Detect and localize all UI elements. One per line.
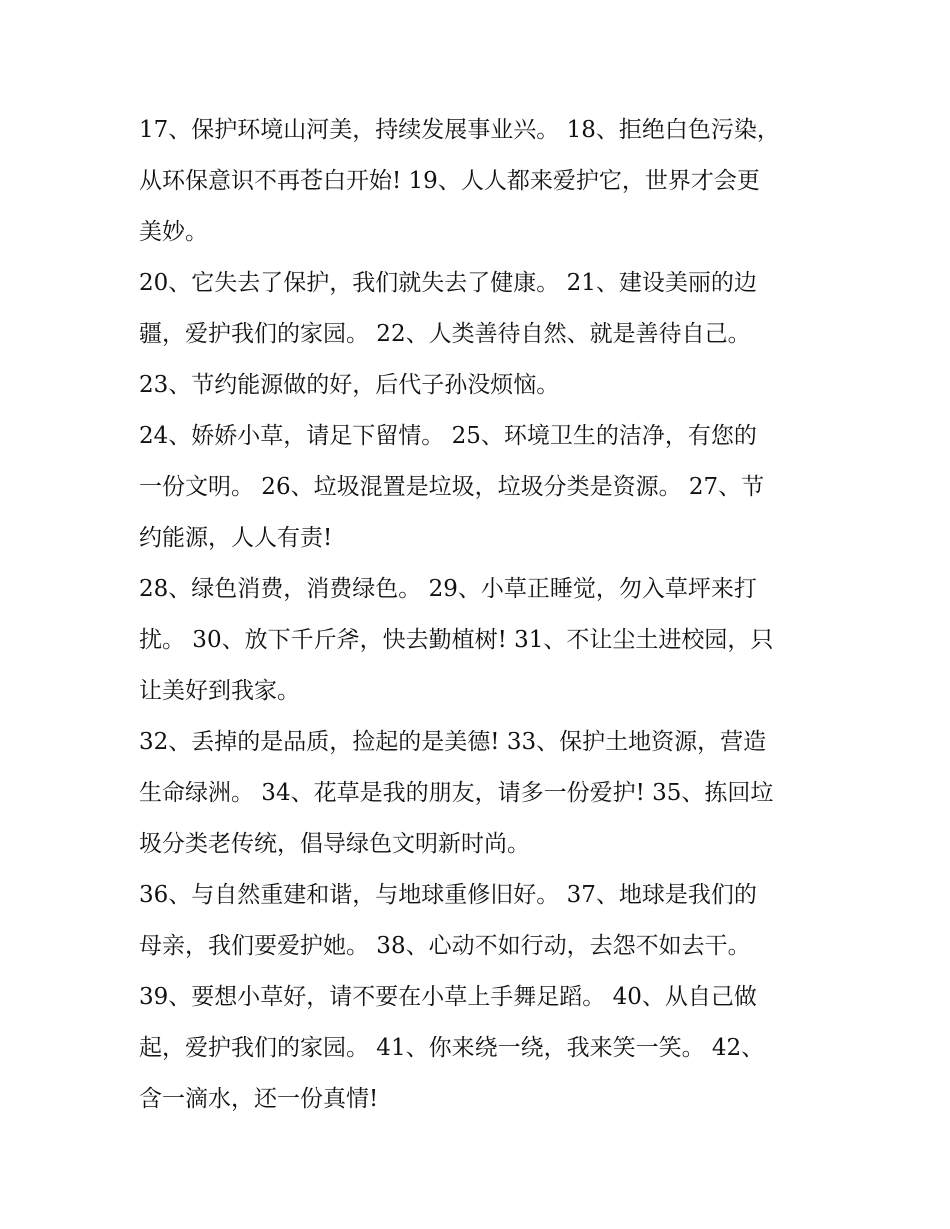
text-line: 39、要想小草好，请不要在小草上手舞足蹈。 40、从自己做 (139, 984, 757, 1010)
text-line: 扰。 30、放下千斤斧，快去勤植树! 31、不让尘土进校园，只 (139, 627, 774, 653)
text-line: 从环保意识不再苍白开始! 19、人人都来爱护它，世界才会更 (139, 168, 760, 194)
paragraph-slogans-17-19 (139, 105, 819, 258)
text-line: 一份文明。 26、垃圾混置是垃圾，垃圾分类是资源。 27、节 (139, 474, 765, 500)
text-line: 约能源，人人有责! (139, 525, 333, 551)
paragraph-slogans-24-27 (139, 411, 819, 564)
text-line: 20、它失去了保护，我们就失去了健康。 21、建设美丽的边 (139, 270, 757, 296)
paragraph-slogans-28-31 (139, 564, 819, 717)
text-line: 17、保护环境山河美，持续发展事业兴。 18、拒绝白色污染， (139, 117, 780, 143)
text-line: 36、与自然重建和谐，与地球重修旧好。 37、地球是我们的 (139, 882, 757, 908)
paragraph-slogans-32-35 (139, 717, 819, 870)
paragraph-slogans-39-42 (139, 972, 819, 1125)
text-line: 母亲，我们要爱护她。 38、心动不如行动，去怨不如去干。 (139, 933, 751, 959)
text-line: 28、绿色消费，消费绿色。 29、小草正睡觉，勿入草坪来打 (139, 576, 757, 602)
text-line: 让美好到我家。 (139, 678, 300, 704)
text-line: 生命绿洲。 34、花草是我的朋友，请多一份爱护! 35、拣回垃 (139, 780, 774, 806)
paragraph-slogan-23 (139, 360, 819, 411)
paragraph-slogans-36-38 (139, 870, 819, 972)
text-line: 美妙。 (139, 219, 208, 245)
text-line: 24、娇娇小草，请足下留情。 25、环境卫生的洁净，有您的 (139, 423, 757, 449)
document-body (139, 105, 819, 1125)
paragraph-slogans-20-22 (139, 258, 819, 360)
text-line: 32、丢掉的是品质，捡起的是美德! 33、保护土地资源，营造 (139, 729, 767, 755)
text-line: 疆，爱护我们的家园。 22、人类善待自然、就是善待自己。 (139, 321, 751, 347)
text-line: 圾分类老传统，倡导绿色文明新时尚。 (139, 831, 530, 857)
text-line: 含一滴水，还一份真情! (139, 1086, 379, 1112)
text-line: 起，爱护我们的家园。 41、你来绕一绕，我来笑一笑。 42、 (139, 1035, 765, 1061)
text-line: 23、节约能源做的好，后代子孙没烦恼。 (139, 372, 560, 398)
